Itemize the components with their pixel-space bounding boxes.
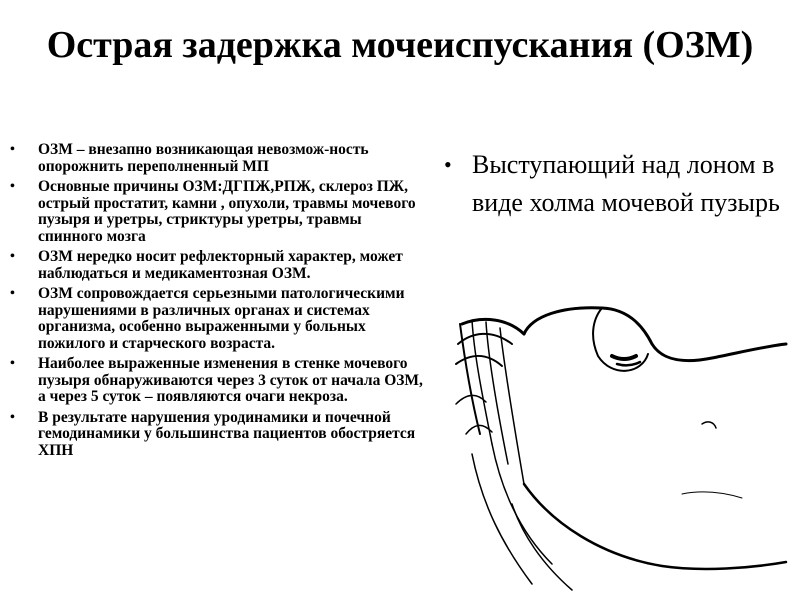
bullet-text: ОЗМ – внезапно возникающая невозмож-ность опорожнить переполненный МП xyxy=(38,141,369,175)
bladder-illustration xyxy=(452,294,788,596)
bullet-icon: • xyxy=(10,179,15,194)
list-item xyxy=(8,356,428,406)
list-item xyxy=(8,179,428,245)
bullet-icon: • xyxy=(10,249,15,264)
list-item xyxy=(8,410,428,460)
bullet-text: Выступающий над лоном в виде холма мочевой пузырь xyxy=(472,150,780,217)
slide-title: Острая задержка мочеиспускания (ОЗМ) xyxy=(46,24,754,66)
bullet-text: Наиболее выраженные изменения в стенке мочевого пузыря обнаруживаются через 3 суток от начала ОЗМ, а через 5 суток – появляются очаги некроза. xyxy=(38,355,423,405)
bullet-text: ОЗМ нередко носит рефлекторный характер, может наблюдаться и медикаментозная ОЗМ. xyxy=(38,248,403,282)
bullet-icon: • xyxy=(10,356,15,371)
bullet-icon: • xyxy=(10,286,15,301)
left-bullet-list xyxy=(8,142,428,463)
right-bullet-list xyxy=(440,146,780,222)
list-item xyxy=(8,286,428,352)
bullet-icon: • xyxy=(10,142,15,157)
bullet-icon: • xyxy=(444,152,452,177)
bullet-text: Основные причины ОЗМ:ДГПЖ,РПЖ, склероз ПЖ, острый простатит, камни , опухоли, травмы мочевого пузыря и уретры, стриктуры уретры, травмы спинного мозга xyxy=(38,178,416,245)
list-item xyxy=(8,249,428,282)
bullet-text: ОЗМ сопровождается серьезными патологическими нарушениями в различных органах и системах организма, особенно выраженными у больных пожилого и старческого возраста. xyxy=(38,285,405,352)
list-item xyxy=(8,142,428,175)
bullet-icon: • xyxy=(10,409,15,425)
bullet-text: В результате нарушения уродинамики и почечной гемодинамики у большинства пациентов обостряется ХПН xyxy=(38,408,416,459)
list-item xyxy=(440,146,780,222)
